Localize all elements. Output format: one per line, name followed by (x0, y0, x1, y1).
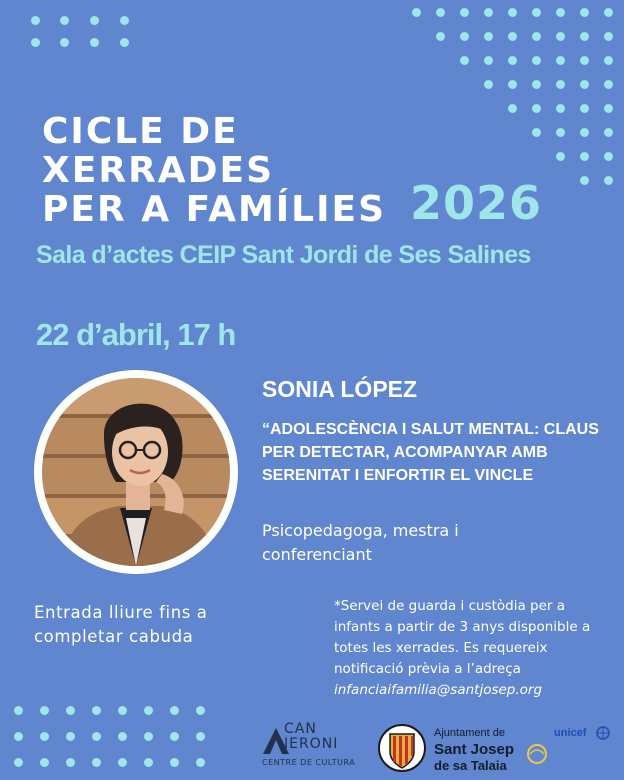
speaker-role-line-1: Psicopedagoga, mestra i (262, 521, 459, 540)
ajuntament-label: Ajuntament de (434, 727, 505, 739)
venue: Sala d’actes CEIP Sant Jordi de Ses Salines (36, 241, 531, 269)
speaker-photo (42, 378, 230, 566)
event-date: 22 d’abril, 17 h (36, 317, 236, 352)
childcare-notice (334, 596, 614, 701)
event-title-line-1: CICLE DE (42, 111, 239, 152)
event-title-line-2: XERRADES (42, 150, 275, 191)
ajuntament-name: Sant Josep (434, 741, 515, 758)
speaker-role-line-2: conferenciant (262, 545, 372, 564)
entry-note (34, 601, 274, 649)
childcare-notice-line-3: totes les xerrades. Es requereix (334, 640, 548, 656)
unicef-wordmark: unicef (554, 727, 587, 739)
can-jeroni-subtitle: CENTRE DE CULTURA (262, 758, 356, 767)
event-year: 2026 (410, 176, 543, 230)
speaker-name: SONIA LÓPEZ (262, 376, 418, 402)
unicef-emblem-icon (522, 726, 552, 770)
childcare-notice-line-4: notificació prèvia a l’adreça (334, 661, 521, 677)
childcare-notice-line-1: *Servei de guarda i custòdia per a (334, 598, 566, 614)
entry-note-line-2: completar cabuda (34, 627, 194, 646)
event-title (42, 112, 386, 229)
speaker-role (262, 519, 562, 567)
can-jeroni-name: CAN JERONI (284, 721, 339, 752)
can-jeroni-logo (262, 722, 372, 774)
childcare-notice-line-2: infants a partir de 3 anys disponible a (334, 619, 591, 635)
unicef-logo (522, 724, 618, 772)
coat-of-arms-icon (378, 722, 426, 774)
talk-title: “ADOLESCÈNCIA I SALUT MENTAL: CLAUS PER DETECTAR, ACOMPANYAR AMB SERENITAT I ENFORTIR EL VINCLE (262, 421, 599, 484)
ajuntament-name-2: de sa Talaia (434, 758, 507, 773)
globe-icon (596, 726, 610, 740)
contact-email-link[interactable]: infanciaifamilia@santjosep.org (334, 682, 543, 698)
ajuntament-sant-josep-logo (378, 720, 518, 776)
entry-note-line-1: Entrada lliure fins a (34, 603, 208, 622)
event-title-line-3: PER A FAMÍLIES (42, 189, 387, 230)
